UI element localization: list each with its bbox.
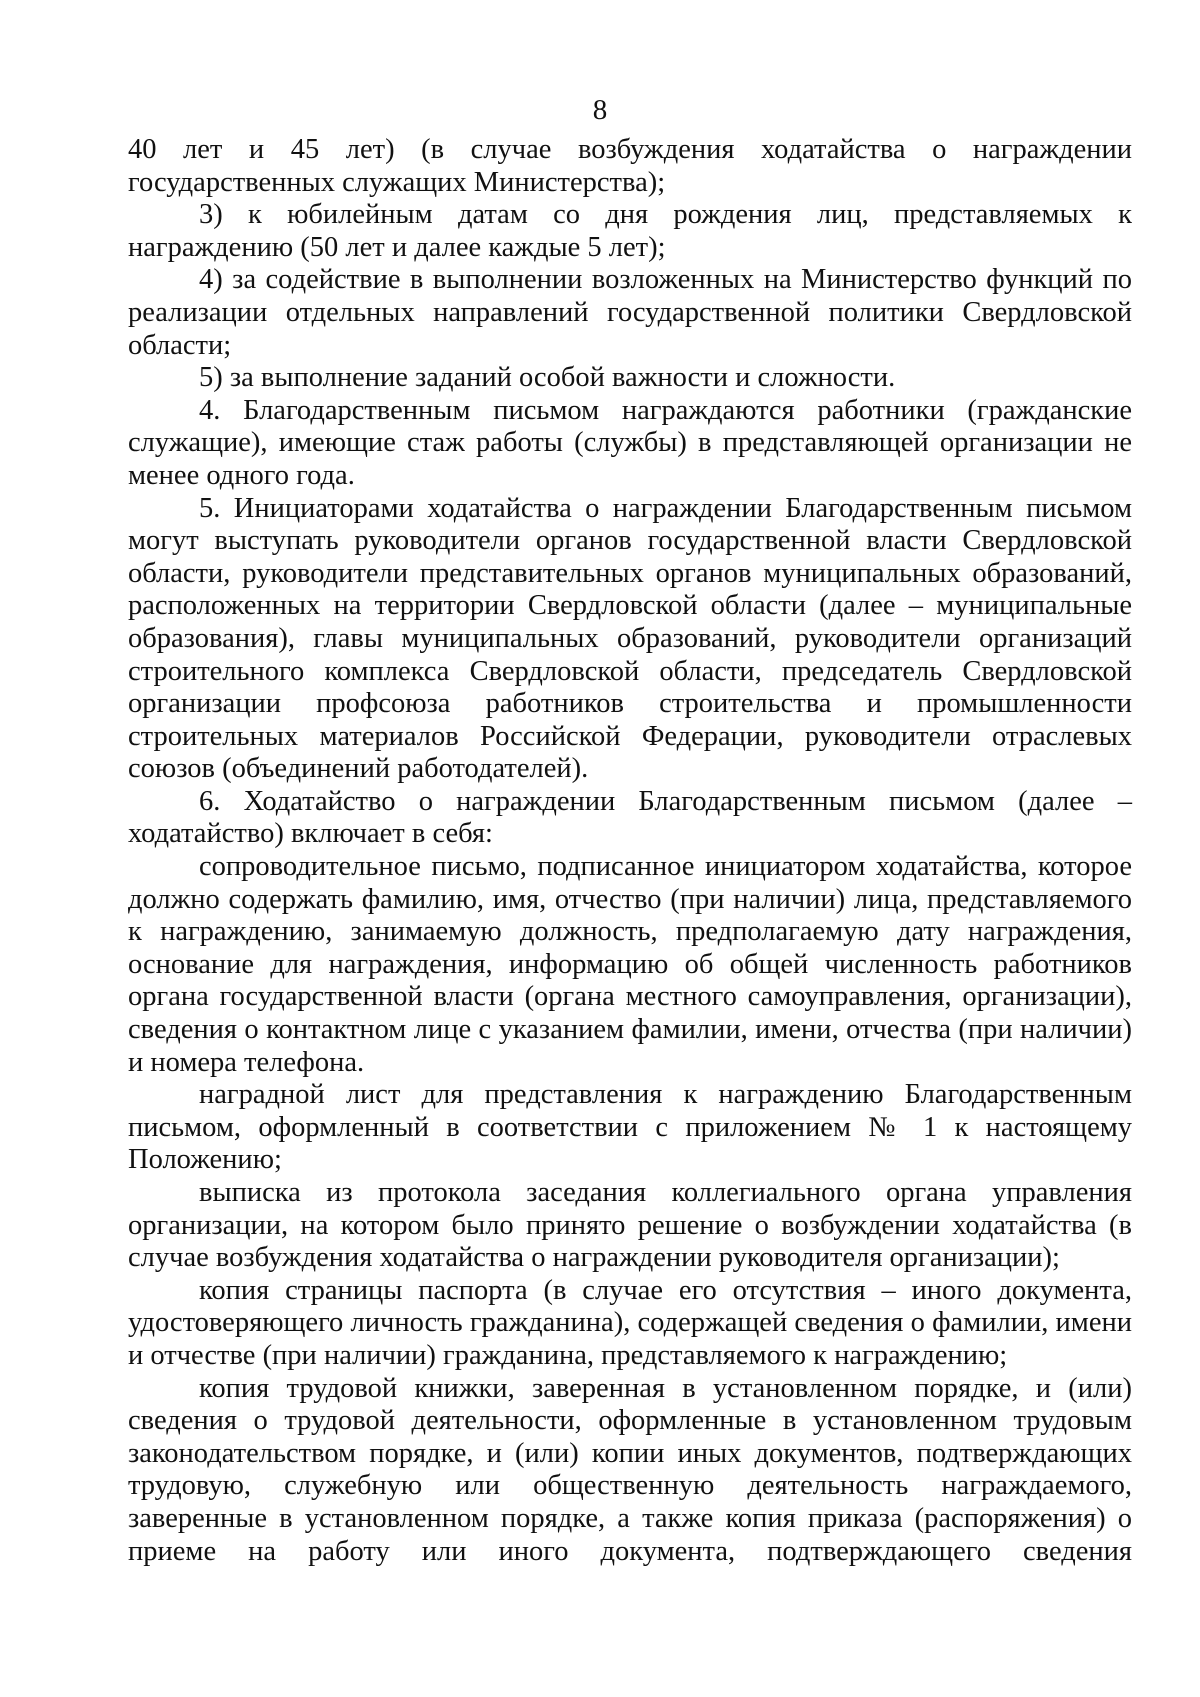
list-item-4: 4) за содействие в выполнении возложенных на Министерство функций по реализации отдельных направлений государственной политики Свердловской области; [128, 264, 1132, 361]
section-4: 4. Благодарственным письмом награждаются работники (гражданские служащие), имеющие стаж работы (службы) в представляющей организации не менее одного года. [128, 394, 1132, 491]
requirement-cover-letter: сопроводительное письмо, подписанное инициатором ходатайства, которое должно содержать фамилию, имя, отчество (при наличии) лица, представляемого к награждению, занимаемую должность, предполагаемую дату награждения, основание для награждения, информацию об общей численность работников органа государственной власти (органа местного самоуправления, организации), сведения о контактном лице с указанием фамилии, имени, отчества (при наличии) и номера телефона. [128, 851, 1132, 1078]
section-5: 5. Инициаторами ходатайства о награждении Благодарственным письмом могут выступать руководители органов государственной власти Свердловской области, руководители представительных органов муниципальных образований, расположенных на территории Свердловской области (далее – муниципальные образования), главы муниципальных образований, руководители организаций строительного комплекса Свердловской области, председатель Свердловской организации профсоюза работников строительства и промышленности строительных материалов Российской Федерации, руководители отраслевых союзов (объединений работодателей). [128, 492, 1132, 785]
requirement-award-sheet: наградной лист для представления к награждению Благодарственным письмом, оформленный в соответствии с приложением № 1 к настоящему Положению; [128, 1079, 1132, 1176]
requirement-protocol-extract: выписка из протокола заседания коллегиального органа управления организации, на котором было принято решение о возбуждении ходатайства (в случае возбуждения ходатайства о награждении руководителя организации); [128, 1177, 1132, 1274]
list-item-3: 3) к юбилейным датам со дня рождения лиц, представляемых к награждению (50 лет и далее каждые 5 лет); [128, 199, 1132, 263]
paragraph-continuation: 40 лет и 45 лет) (в случае возбуждения ходатайства о награждении государственных служащих Министерства); [128, 134, 1132, 198]
document-body [128, 134, 1132, 1568]
requirement-employment-record: копия трудовой книжки, заверенная в установленном порядке, и (или) сведения о трудовой деятельности, оформленные в установленном трудовым законодательством порядке, и (или) копии иных документов, подтверждающих трудовую, служебную или общественную деятельность награждаемого, заверенные в установленном порядке, а также копия приказа (распоряжения) о приеме на работу или иного документа, подтверждающего сведения [128, 1372, 1132, 1567]
page-number: 8 [592, 94, 608, 126]
section-6: 6. Ходатайство о награждении Благодарственным письмом (далее – ходатайство) включает в себя: [128, 785, 1132, 850]
list-item-5: 5) за выполнение заданий особой важности и сложности. [199, 362, 896, 394]
requirement-passport-copy: копия страницы паспорта (в случае его отсутствия – иного документа, удостоверяющего личность гражданина), содержащей сведения о фамилии, имени и отчестве (при наличии) гражданина, представляемого к награждению; [128, 1274, 1132, 1371]
